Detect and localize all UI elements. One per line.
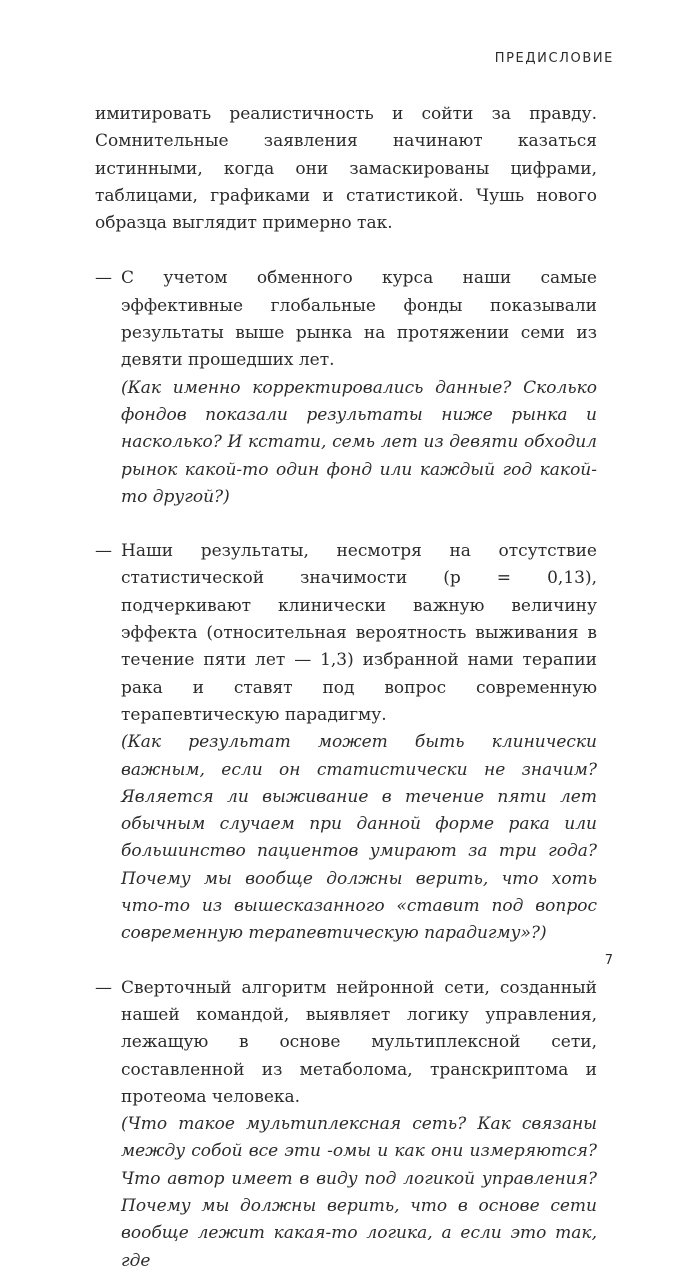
- quote-text: Наши результаты, несмотря на отсутствие статистической значимости (p = 0,13), подчеркивают клинически важную величину эффекта (относительная вероятность выживания в течение пяти лет — 1,3) избранной нами терапии рака и ставят под вопрос современную терапевтическую парадигму.: [121, 541, 597, 725]
- quote-comment: (Как результат может быть клинически важным, если он статистически не значим? Является ли выживание в течение пяти лет обычным случаем при данной форме рака или большинство пациентов умирают за три года? Почему мы вообще должны верить, что хоть что-то из вышесказанного «ставит под вопрос современную терапевтическую парадигму»?): [121, 732, 597, 944]
- quote-dash: —: [95, 541, 112, 562]
- quote-dash: —: [95, 268, 112, 289]
- page-body: [95, 101, 597, 1275]
- quote-comment: (Как именно корректировались данные? Сколько фондов показали результаты ниже рынка и насколько? И кстати, семь лет из девяти обходил рынок какой-то один фонд или каждый год какой-то другой?): [121, 377, 597, 507]
- page-number: 7: [604, 953, 613, 968]
- quote-dash: —: [95, 977, 112, 998]
- running-head: ПРЕДИСЛОВИЕ: [494, 51, 614, 66]
- quote-text: Сверточный алгоритм нейронной сети, созданный нашей командой, выявляет логику управления, лежащую в основе мультиплексной сети, составленной из метаболома, транскриптома и протеома человека.: [121, 977, 597, 1107]
- quote-item: [95, 265, 597, 511]
- intro-paragraph: имитировать реалистичность и сойти за правду. Сомнительные заявления начинают казаться истинными, когда они замаскированы цифрами, таблицами, графиками и статистикой. Чушь нового образца выглядит примерно так.: [95, 104, 597, 234]
- quote-comment: (Что такое мультиплексная сеть? Как связаны между собой все эти -омы и как они измеряются? Что автор имеет в виду под логикой управления? Почему мы должны верить, что в основе сети вообще лежит какая-то логика, а если это так, где: [121, 1114, 597, 1271]
- quote-item: [95, 975, 597, 1275]
- quote-text: С учетом обменного курса наши самые эффективные глобальные фонды показывали результаты выше рынка на протяжении семи из девяти прошедших лет.: [121, 268, 597, 371]
- quote-item: [95, 538, 597, 947]
